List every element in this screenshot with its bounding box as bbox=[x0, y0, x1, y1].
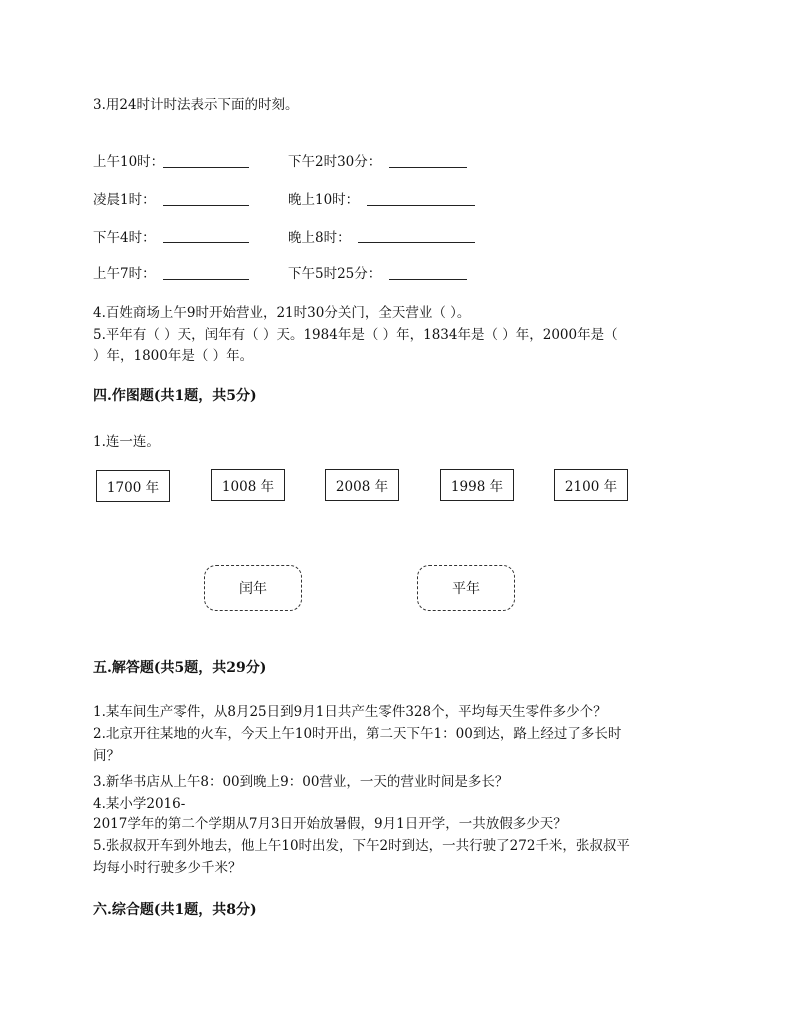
question-line: 4.某小学2016- bbox=[93, 796, 186, 812]
answer-blank[interactable] bbox=[367, 205, 475, 206]
year-box[interactable] bbox=[554, 469, 628, 501]
category-label: 平年 bbox=[452, 581, 480, 597]
common-year-box[interactable] bbox=[417, 565, 515, 611]
answer-blank[interactable] bbox=[163, 279, 249, 280]
section-4-title: 四.作图题(共1题，共5分) bbox=[93, 388, 257, 404]
question-line: 5.张叔叔开车到外地去，他上午10时出发，下午2时到达，一共行驶了272千米，张叔叔平 bbox=[93, 838, 630, 854]
year-label: 2008 年 bbox=[335, 479, 389, 495]
q3-item-label: 晚上8时： bbox=[288, 230, 351, 246]
question-line: 3.新华书店从上午8：00到晚上9：00营业，一天的营业时间是多长？ bbox=[93, 774, 509, 790]
q3-item-label: 下午2时30分： bbox=[288, 154, 382, 170]
answer-blank[interactable] bbox=[163, 242, 249, 243]
year-label: 1998 年 bbox=[450, 479, 504, 495]
answer-blank[interactable] bbox=[389, 167, 467, 168]
q3-title: 3.用24时计时法表示下面的时刻。 bbox=[93, 97, 299, 113]
q3-item-label: 上午7时： bbox=[93, 266, 156, 282]
year-label: 1700 年 bbox=[106, 480, 160, 496]
year-box[interactable] bbox=[96, 470, 170, 502]
answer-blank[interactable] bbox=[163, 167, 249, 168]
year-label: 1008 年 bbox=[221, 479, 275, 495]
q4-text: 4.百姓商场上午9时开始营业，21时30分关门，全天营业（ ）。 bbox=[93, 305, 471, 321]
q3-item-label: 凌晨1时： bbox=[93, 192, 156, 208]
year-label: 2100 年 bbox=[564, 479, 618, 495]
answer-blank[interactable] bbox=[389, 279, 467, 280]
q3-item-label: 下午5时25分： bbox=[288, 266, 382, 282]
q3-item-label: 上午10时： bbox=[93, 154, 165, 170]
year-box[interactable] bbox=[325, 469, 399, 501]
question-line: 间？ bbox=[93, 748, 120, 764]
q5-text-line1: 5.平年有（ ）天，闰年有（ ）天。1984年是（ ）年，1834年是（ ）年，2000年是（ bbox=[93, 327, 618, 343]
year-box[interactable] bbox=[211, 469, 285, 501]
question-line: 1.某车间生产零件，从8月25日到9月1日共产生零件328个，平均每天生零件多少个？ bbox=[93, 704, 607, 720]
question-line: 2.北京开往某地的火车，今天上午10时开出，第二天下午1：00到达，路上经过了多长时 bbox=[93, 726, 622, 742]
category-label: 闰年 bbox=[239, 581, 267, 597]
year-box[interactable] bbox=[440, 469, 514, 501]
q5-text-line2: ）年，1800年是（ ）年。 bbox=[93, 348, 254, 364]
q3-item-label: 下午4时： bbox=[93, 230, 156, 246]
question-line: 2017学年的第二个学期从7月3日开始放暑假，9月1日开学，一共放假多少天？ bbox=[93, 816, 567, 832]
answer-blank[interactable] bbox=[163, 205, 249, 206]
answer-blank[interactable] bbox=[358, 242, 475, 243]
question-line: 均每小时行驶多少千米？ bbox=[93, 860, 242, 876]
leap-year-box[interactable] bbox=[204, 565, 302, 611]
q3-item-label: 晚上10时： bbox=[288, 192, 360, 208]
section-5-title: 五.解答题(共5题，共29分) bbox=[93, 660, 267, 676]
section-6-title: 六.综合题(共1题，共8分) bbox=[93, 902, 257, 918]
section-4-q1: 1.连一连。 bbox=[93, 434, 160, 450]
